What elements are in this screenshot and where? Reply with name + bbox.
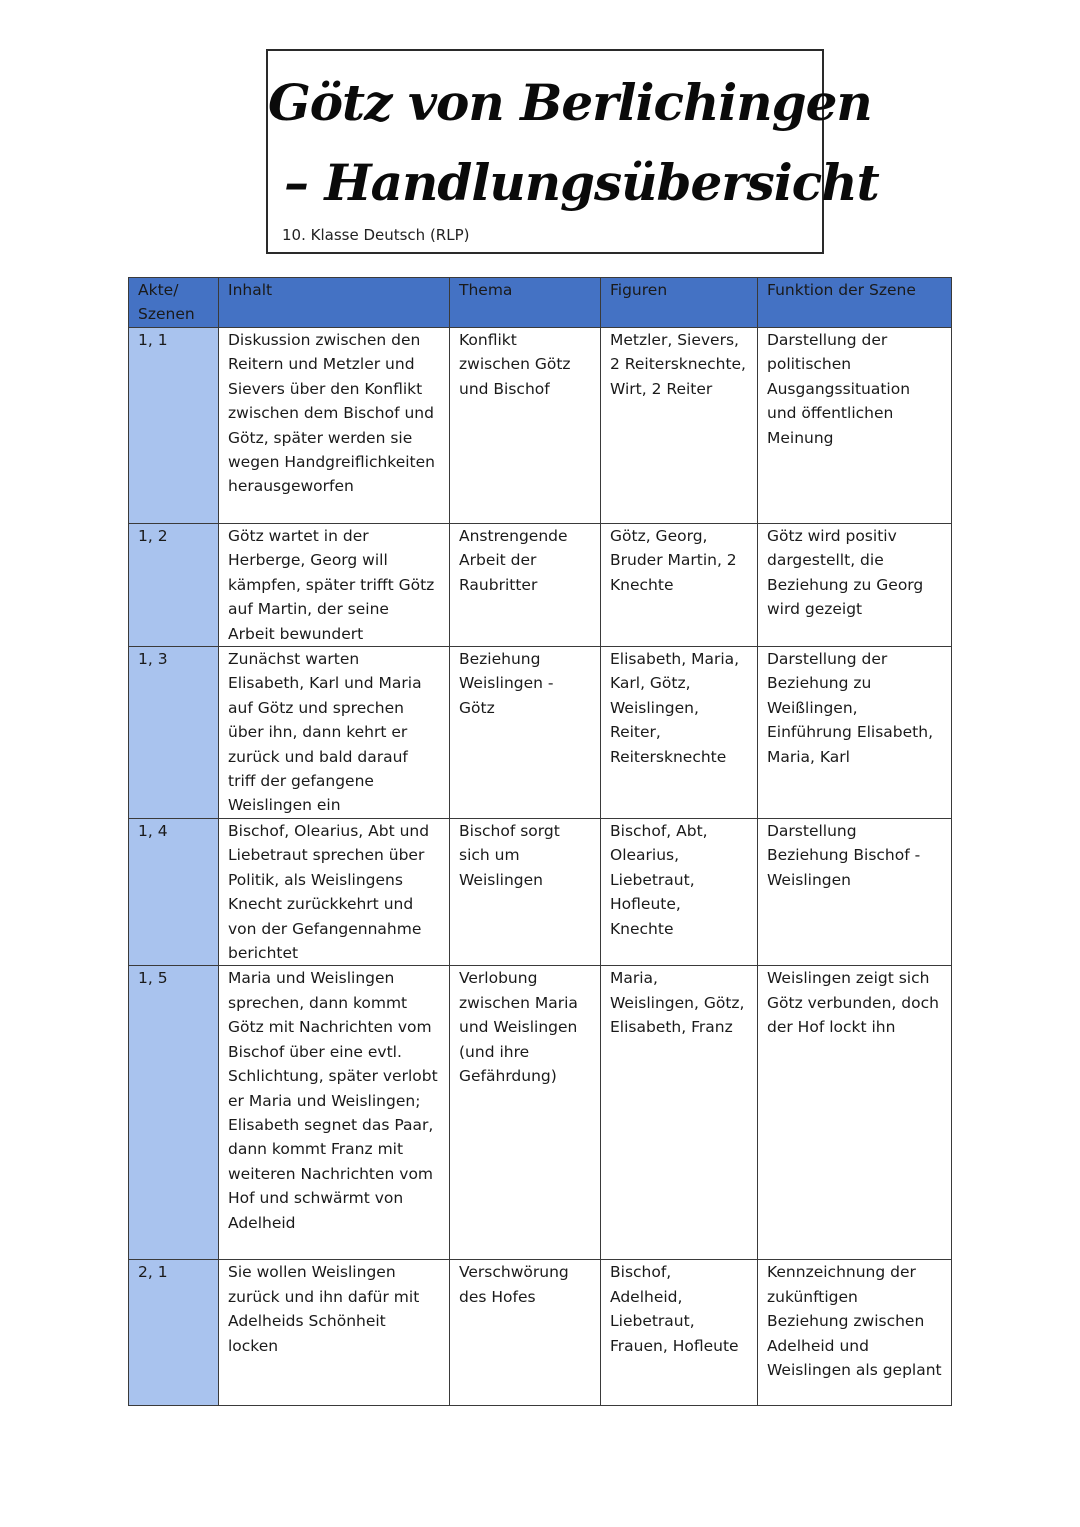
function-cell: Weislingen zeigt sich Götz verbunden, doch der Hof lockt ihn: [758, 966, 952, 1260]
table-row: [129, 966, 952, 1260]
theme-cell: Beziehung Weislingen - Götz: [450, 647, 601, 819]
content-cell: Maria und Weislingen sprechen, dann kommt Götz mit Nachrichten vom Bischof über eine evtl. Schlichtung, später verlobt er Maria und Weislingen; Elisabeth segnet das Paar, dann kommt Franz mit weiteren Nachrichten vom Hof und schwärmt von Adelheid: [219, 966, 450, 1260]
column-header-scene: Akte/ Szenen: [129, 278, 219, 328]
table-row: [129, 1260, 952, 1406]
function-cell: Kennzeichnung der zukünftigen Beziehung zwischen Adelheid und Weislingen als geplant: [758, 1260, 952, 1406]
table-row: [129, 647, 952, 819]
content-cell: Zunächst warten Elisabeth, Karl und Maria auf Götz und sprechen über ihn, dann kehrt er zurück und bald darauf triff der gefangene Weislingen ein: [219, 647, 450, 819]
theme-cell: Anstrengende Arbeit der Raubritter: [450, 524, 601, 647]
scene-cell: 1, 1: [129, 328, 219, 524]
table-row: [129, 328, 952, 524]
header-row: [129, 278, 952, 328]
theme-cell: Bischof sorgt sich um Weislingen: [450, 819, 601, 966]
theme-cell: Konflikt zwischen Götz und Bischof: [450, 328, 601, 524]
plot-overview-table: [128, 277, 952, 1406]
document-subtitle: 10. Klasse Deutsch (RLP): [282, 226, 470, 244]
characters-cell: Maria, Weislingen, Götz, Elisabeth, Franz: [601, 966, 758, 1260]
document-title-line-1: Götz von Berlichingen: [268, 73, 872, 132]
characters-cell: Metzler, Sievers, 2 Reitersknechte, Wirt, 2 Reiter: [601, 328, 758, 524]
content-cell: Sie wollen Weislingen zurück und ihn dafür mit Adelheids Schönheit locken: [219, 1260, 450, 1406]
function-cell: Götz wird positiv dargestellt, die Beziehung zu Georg wird gezeigt: [758, 524, 952, 647]
function-cell: Darstellung der politischen Ausgangssituation und öffentlichen Meinung: [758, 328, 952, 524]
function-cell: Darstellung der Beziehung zu Weißlingen, Einführung Elisabeth, Maria, Karl: [758, 647, 952, 819]
characters-cell: Elisabeth, Maria, Karl, Götz, Weislingen, Reiter, Reitersknechte: [601, 647, 758, 819]
function-cell: Darstellung Beziehung Bischof - Weislingen: [758, 819, 952, 966]
scene-cell: 1, 3: [129, 647, 219, 819]
content-cell: Götz wartet in der Herberge, Georg will kämpfen, später trifft Götz auf Martin, der seine Arbeit bewundert: [219, 524, 450, 647]
table-header: [129, 278, 952, 328]
content-cell: Diskussion zwischen den Reitern und Metzler und Sievers über den Konflikt zwischen dem Bischof und Götz, später werden sie wegen Handgreiflichkeiten herausgeworfen: [219, 328, 450, 524]
table-row: [129, 524, 952, 647]
table-body: [129, 328, 952, 1406]
scene-cell: 1, 2: [129, 524, 219, 647]
column-header-characters: Figuren: [601, 278, 758, 328]
column-header-content: Inhalt: [219, 278, 450, 328]
scene-cell: 1, 4: [129, 819, 219, 966]
scene-cell: 2, 1: [129, 1260, 219, 1406]
characters-cell: Bischof, Adelheid, Liebetraut, Frauen, Hofleute: [601, 1260, 758, 1406]
title-box: [266, 49, 879, 254]
column-header-function: Funktion der Szene: [758, 278, 952, 328]
scene-cell: 1, 5: [129, 966, 219, 1260]
characters-cell: Götz, Georg, Bruder Martin, 2 Knechte: [601, 524, 758, 647]
document-title-line-2: – Handlungsübersicht: [284, 153, 879, 212]
column-header-theme: Thema: [450, 278, 601, 328]
characters-cell: Bischof, Abt, Olearius, Liebetraut, Hofleute, Knechte: [601, 819, 758, 966]
table-row: [129, 819, 952, 966]
theme-cell: Verschwörung des Hofes: [450, 1260, 601, 1406]
theme-cell: Verlobung zwischen Maria und Weislingen (und ihre Gefährdung): [450, 966, 601, 1260]
content-cell: Bischof, Olearius, Abt und Liebetraut sprechen über Politik, als Weislingens Knecht zurückkehrt und von der Gefangennahme berichtet: [219, 819, 450, 966]
